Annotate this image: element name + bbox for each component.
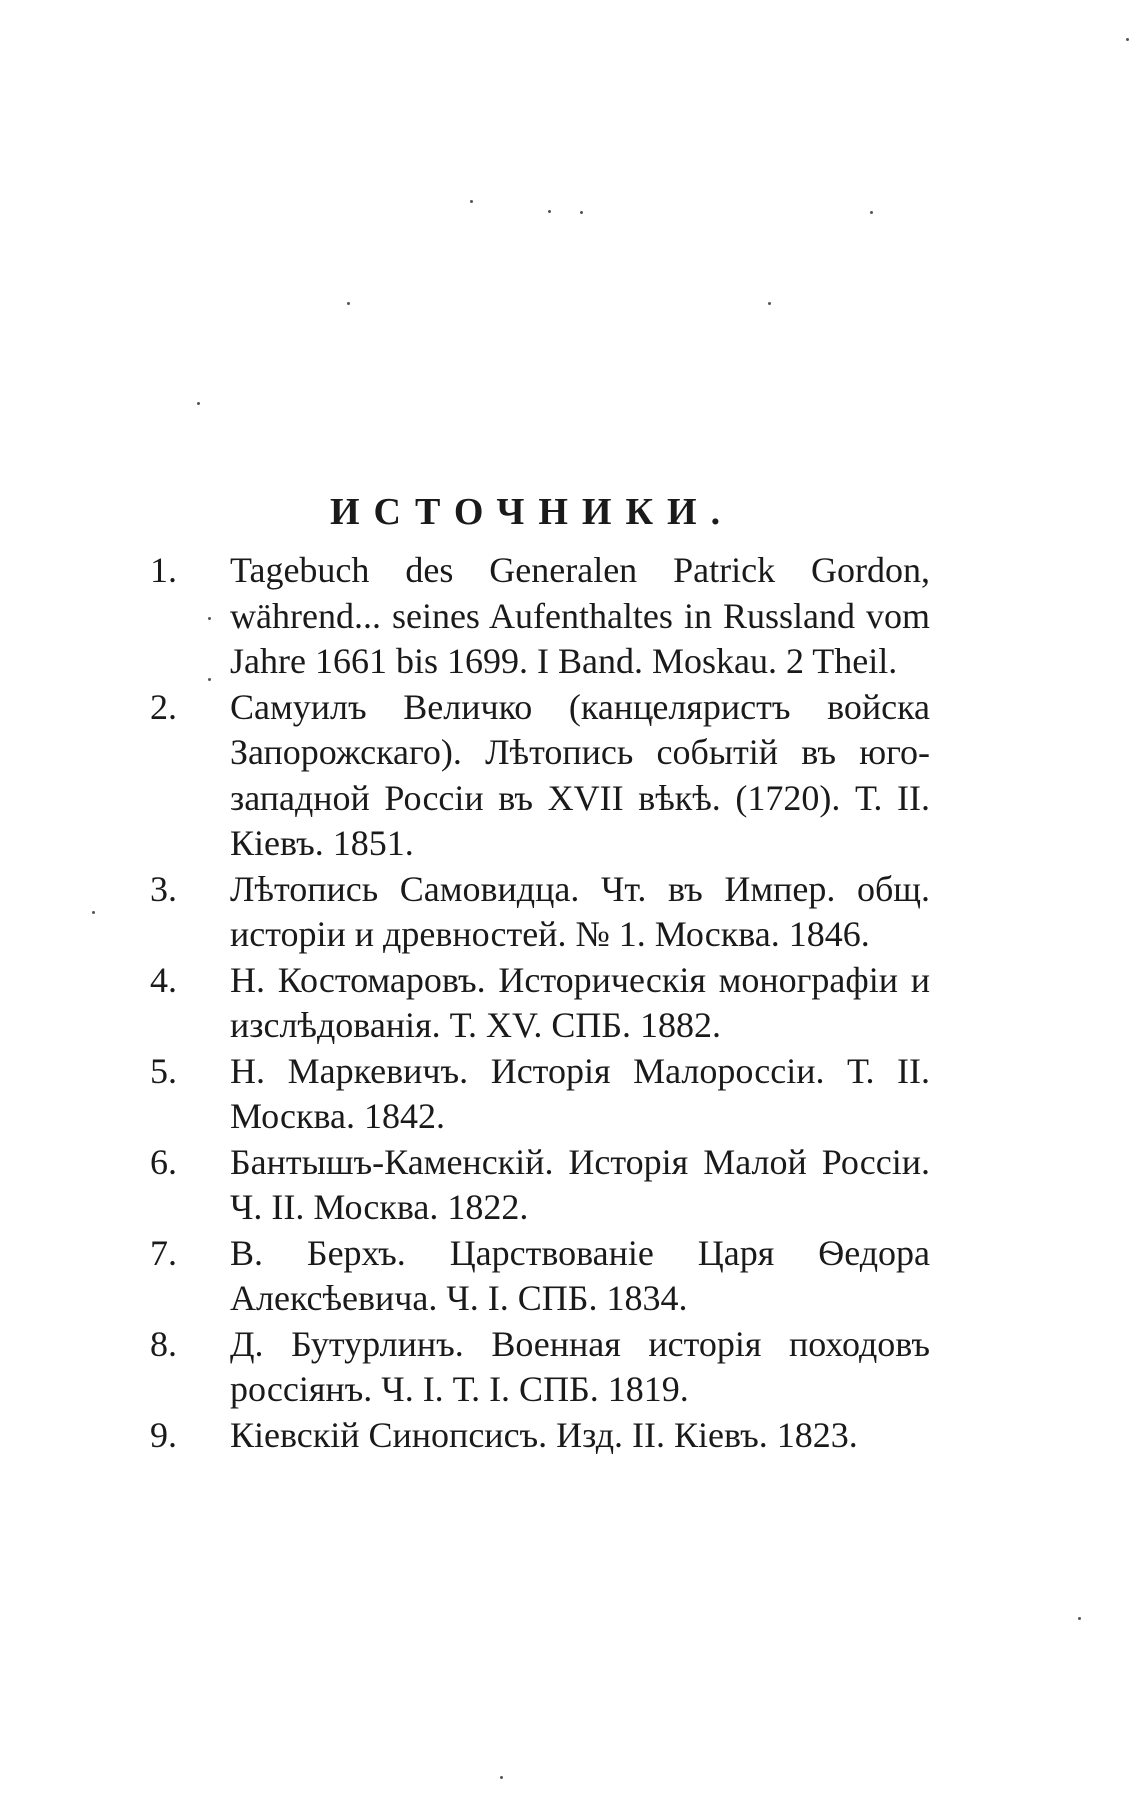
item-number: 4. <box>150 959 177 1000</box>
item-text: Н. Костомаровъ. Историческія монографіи и изслѣдованія. Т. XV. СПБ. 1882. <box>230 959 930 1045</box>
item-number: 7. <box>150 1232 177 1273</box>
item-text: Tagebuch des Generalen Patrick Gordon, während... seines Aufenthaltes in Russland vom Jahre 1661 bis 1699. I Band. Moskau. 2 Theil. <box>230 550 930 681</box>
print-speck <box>870 211 873 214</box>
list-item <box>150 1140 930 1231</box>
item-number: 1. <box>150 550 177 590</box>
item-text: Кіевскій Синопсисъ. Изд. II. Кіевъ. 1823. <box>230 1414 858 1455</box>
print-speck <box>1078 1617 1081 1620</box>
print-speck <box>470 200 473 203</box>
list-item <box>150 685 930 867</box>
print-speck <box>92 911 95 914</box>
item-number: 9. <box>150 1414 177 1455</box>
item-number: 5. <box>150 1050 177 1091</box>
list-item <box>150 1231 930 1322</box>
item-text: Н. Маркевичъ. Исторія Малороссіи. Т. II. Москва. 1842. <box>230 1050 930 1136</box>
print-speck <box>580 211 583 214</box>
list-item <box>150 1413 930 1459</box>
list-item <box>150 1322 930 1413</box>
list-item <box>150 958 930 1049</box>
item-number: 3. <box>150 868 177 909</box>
list-item <box>150 1049 930 1140</box>
item-text: Самуилъ Величко (канцеляристъ войска Запорожскаго). Лѣтопись событій въ юго-западной Россіи въ XVII вѣкѣ. (1720). Т. II. Кіевъ. 1851. <box>230 686 930 863</box>
print-speck <box>500 1776 503 1779</box>
item-text: В. Берхъ. Царствованіе Царя Ѳедора Алексѣевича. Ч. I. СПБ. 1834. <box>230 1232 930 1318</box>
list-item <box>150 548 930 685</box>
item-number: 2. <box>150 686 177 727</box>
item-number: 6. <box>150 1141 177 1182</box>
item-text: Д. Бутурлинъ. Военная исторія походовъ россіянъ. Ч. I. Т. I. СПБ. 1819. <box>230 1323 930 1409</box>
print-speck <box>1126 38 1129 41</box>
sources-list <box>150 548 930 1458</box>
list-item <box>150 867 930 958</box>
print-speck <box>548 210 551 213</box>
item-text: Лѣтопись Самовидца. Чт. въ Импер. общ. исторіи и древностей. № 1. Москва. 1846. <box>230 868 930 954</box>
item-number: 8. <box>150 1323 177 1364</box>
page-title: ИСТОЧНИКИ. <box>330 491 735 534</box>
print-speck <box>197 402 200 405</box>
print-speck <box>347 302 350 305</box>
print-speck <box>768 302 771 305</box>
item-text: Бантышъ-Каменскій. Исторія Малой Россіи. Ч. II. Москва. 1822. <box>230 1141 930 1227</box>
